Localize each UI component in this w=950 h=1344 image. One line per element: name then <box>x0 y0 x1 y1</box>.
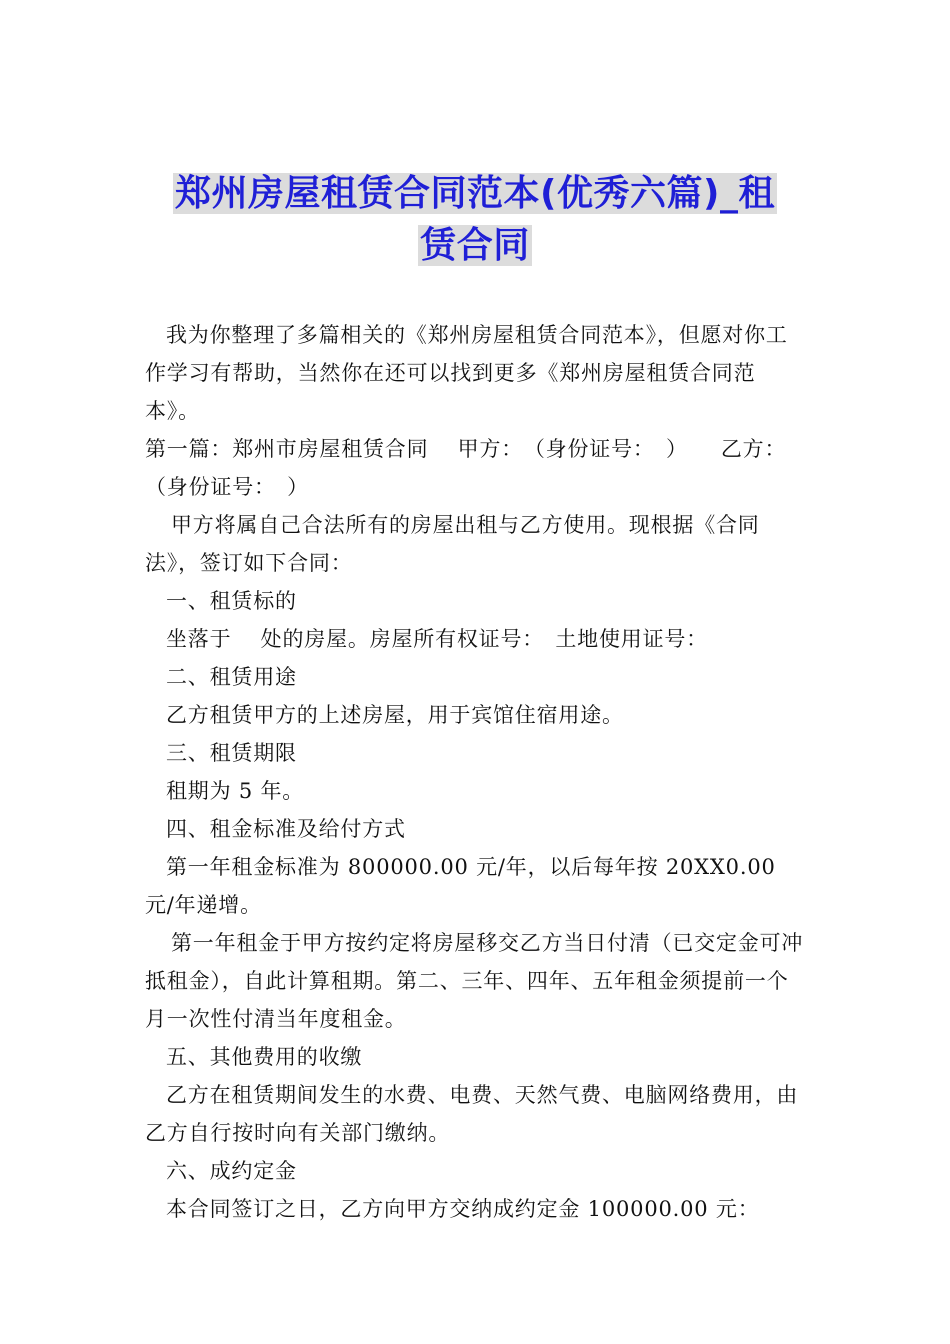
section-4-title: 四、租金标准及给付方式 <box>166 817 406 841</box>
section-3-title: 三、租赁期限 <box>166 741 297 765</box>
section-4-body-2: 第一年租金于甲方按约定将房屋移交乙方当日付清（已交定金可冲抵租金），自此计算租期。第二、三年、四年、五年租金须提前一个月一次性付清当年度租金。 <box>145 931 804 1031</box>
section-4-body-1: 第一年租金标准为 800000.00 元/年，以后每年按 20XX0.00 元/年递增。 <box>145 855 776 917</box>
document-title <box>145 168 805 272</box>
title-line-2: 赁合同 <box>420 225 530 266</box>
section-1-body: 坐落于 处的房屋。房屋所有权证号： 土地使用证号： <box>166 627 708 651</box>
section-1-title: 一、租赁标的 <box>166 589 297 613</box>
section-5-body: 乙方在租赁期间发生的水费、电费、天然气费、电脑网络费用，由乙方自行按时向有关部门缴纳。 <box>145 1083 799 1145</box>
section-6-title: 六、成约定金 <box>166 1159 297 1183</box>
document-body <box>145 316 807 1228</box>
section-3-body: 租期为 5 年。 <box>166 779 305 803</box>
intro-paragraph: 我为你整理了多篇相关的《郑州房屋租赁合同范本》，但愿对你工作学习有帮助，当然你在还可以找到更多《郑州房屋租赁合同范本》。 <box>145 323 788 423</box>
article-1-header: 第一篇：郑州市房屋租赁合同 甲方： （身份证号： ） 乙方：（身份证号： ） <box>145 437 787 499</box>
section-2-body: 乙方租赁甲方的上述房屋，用于宾馆住宿用途。 <box>166 703 624 727</box>
title-line-1: 郑州房屋租赁合同范本(优秀六篇)_租 <box>175 173 775 214</box>
section-6-body: 本合同签订之日，乙方向甲方交纳成约定金 100000.00 元： <box>166 1197 760 1221</box>
section-5-title: 五、其他费用的收缴 <box>166 1045 363 1069</box>
section-2-title: 二、租赁用途 <box>166 665 297 689</box>
preamble-paragraph: 甲方将属自己合法所有的房屋出租与乙方使用。现根据《合同法》，签订如下合同： <box>145 513 760 575</box>
